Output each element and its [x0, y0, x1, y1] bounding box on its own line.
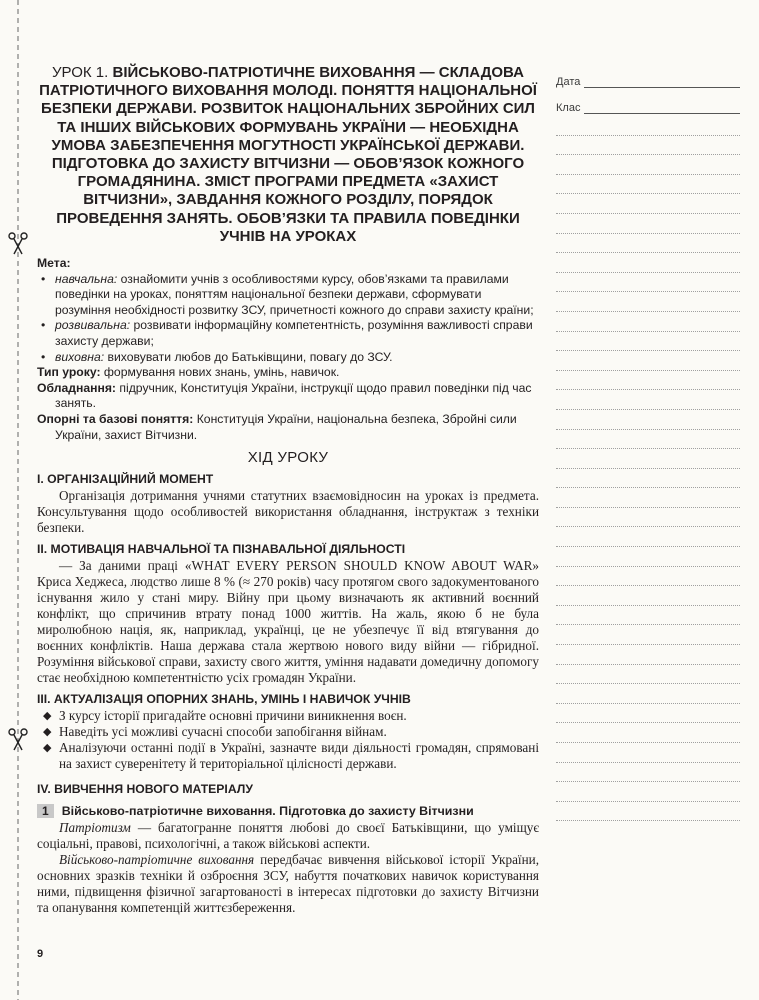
note-line — [556, 782, 740, 802]
class-label: Клас — [556, 102, 581, 114]
note-line — [556, 449, 740, 469]
note-line — [556, 704, 740, 724]
note-line — [556, 625, 740, 645]
note-line — [556, 351, 740, 371]
note-line — [556, 371, 740, 391]
note-line — [556, 723, 740, 743]
note-line — [556, 430, 740, 450]
equipment: Обладнання: підручник, Конституція України, інструкції щодо правил поведінки під час занять. — [37, 380, 532, 411]
section-heading: ІІІ. АКТУАЛІЗАЦІЯ ОПОРНИХ ЗНАНЬ, УМІНЬ І НАВИЧОК УЧНІВ — [37, 692, 411, 707]
lesson-course-heading: ХІД УРОКУ — [247, 449, 329, 467]
note-line — [556, 155, 740, 175]
goal-item: • навчальна: ознайомити учнів з особливостями курсу, обов’язками та правилами поведінки на уроках, поняттям національної безпеки держави, сформувати розуміння необхідності розвитку ЗСУ, причетності кожного до справи захисту країни; — [41, 271, 534, 317]
note-line — [556, 214, 740, 234]
notes-panel — [556, 66, 740, 821]
section-text: Організація дотримання учнями статутних взаємовідносин на уроках із предмета. Консультування щодо особливостей використання обладнання, інструктаж з техніки безпеки. — [37, 488, 539, 536]
note-line — [556, 586, 740, 606]
goal-label: Мета: — [37, 256, 71, 271]
note-line — [556, 547, 740, 567]
note-line — [556, 645, 740, 665]
note-line — [556, 743, 740, 763]
section-text: — За даними праці «WHAT EVERY PERSON SHOULD KNOW ABOUT WAR» Криса Хеджеса, людство лише 8 % (≈ 270 років) часу протягом свого задокументованого існування жило у стані миру. Війну при цьому визначають як активний воєнний конфлікт, що спричинив втрату понад 1000 життів. На жаль, якою б не була миролюбною нація, як, наприклад, українці, це не убезпечує її від втягування до воєнних конфліктів. Наша держава стала жертвою нового виду війни — гібридної. Розуміння військової справи, захисту свого життя, уміння надавати домедичну допомогу стає необхідною компетентністю усіх громадян України. — [37, 558, 539, 686]
key-concepts: Опорні та базові поняття: Конституція України, національна безпека, Збройні сили України, захист Вітчизни. — [37, 411, 517, 442]
section-heading: І. ОРГАНІЗАЦІЙНИЙ МОМЕНТ — [37, 472, 214, 487]
note-line — [556, 527, 740, 547]
note-line — [556, 292, 740, 312]
class-field[interactable] — [556, 92, 740, 114]
note-line — [556, 136, 740, 156]
note-line — [556, 234, 740, 254]
definition-paragraph: Військово-патріотичне виховання передбачає вивчення військової історії України, основних зразків техніки й озброєння ЗСУ, набуття початкових навичок користування ними, підвищення фізичної загартованості в інтересах підготовки до захисту Вітчизни та опанування компетенцій життєзбереження. — [37, 852, 539, 916]
note-line — [556, 802, 740, 822]
goal-item: • розвивальна: розвивати інформаційну компетентність, розуміння важливості справи захисту держави; — [41, 318, 533, 348]
note-line — [556, 332, 740, 352]
date-field[interactable] — [556, 66, 740, 88]
section-heading: ІV. ВИВЧЕННЯ НОВОГО МАТЕРІАЛУ — [37, 782, 253, 797]
question-item: ◆ Наведіть усі можливі сучасні способи запобігання війнам. — [43, 724, 387, 740]
question-item: ◆ З курсу історії пригадайте основні причини виникнення воєн. — [43, 708, 407, 724]
subsection-title: Військово-патріотичне виховання. Підготовка до захисту Вітчизни — [61, 804, 474, 819]
note-line — [556, 763, 740, 783]
page-number: 9 — [37, 948, 44, 960]
note-line — [556, 567, 740, 587]
lesson-title — [37, 64, 539, 246]
note-line — [556, 116, 740, 136]
section-heading: ІІ. МОТИВАЦІЯ НАВЧАЛЬНОЇ ТА ПІЗНАВАЛЬНОЇ ДІЯЛЬНОСТІ — [37, 542, 406, 557]
goal-item: • виховна: виховувати любов до Батьківщини, повагу до ЗСУ. — [41, 349, 393, 364]
note-line — [556, 606, 740, 626]
note-line — [556, 194, 740, 214]
date-label: Дата — [556, 76, 581, 88]
lesson-title-text: ВІЙСЬКОВО-ПАТРІОТИЧНЕ ВИХОВАННЯ — СКЛАДОВА ПАТРІОТИЧНОГО ВИХОВАННЯ МОЛОДІ. ПОНЯТТЯ НАЦІОНАЛЬНОЇ БЕЗПЕКИ ДЕРЖАВИ. РОЗВИТОК НАЦІОНАЛЬНИХ ЗБРОЙНИХ СИЛ ТА ІНШИХ ВІЙСЬКОВИХ ФОРМУВАНЬ УКРАЇНИ — НЕОБХІДНА УМОВА ЗАБЕЗПЕЧЕННЯ МОГУТНОСТІ УКРАЇНСЬКОЇ ДЕРЖАВИ. ПІДГОТОВКА ДО ЗАХИСТУ ВІТЧИЗНИ — ОБОВ’ЯЗОК КОЖНОГО ГРОМАДЯНИНА. ЗМІСТ ПРОГРАМИ ПРЕДМЕТА «ЗАХИСТ ВІТЧИЗНИ», ЗАВДАННЯ КОЖНОГО РОЗДІЛУ, ПОРЯДОК ПРОВЕДЕННЯ ЗАНЯТЬ. ОБОВ’ЯЗКИ ТА ПРАВИЛА ПОВЕДІНКИ УЧНІВ НА УРОКАХ — [39, 64, 537, 245]
cut-line — [0, 0, 40, 1000]
subsection-heading — [37, 804, 539, 818]
note-line — [556, 175, 740, 195]
question-item: ◆ Аналізуючи останні події в Україні, зазначте види діяльності громадян, спрямовані на захист суверенітету й територіальної цілісності держави. — [43, 740, 539, 772]
note-lines — [556, 116, 740, 821]
note-line — [556, 488, 740, 508]
goal-list — [37, 272, 539, 366]
note-line — [556, 253, 740, 273]
definition-paragraph: Патріотизм — багатогранне поняття любові до своєї Батьківщини, що уміщує соціальні, правові, психологічні, а також військові аспекти. — [37, 820, 539, 852]
note-line — [556, 410, 740, 430]
question-list — [37, 708, 539, 772]
note-line — [556, 312, 740, 332]
note-line — [556, 469, 740, 489]
diamond-bullet-icon: ◆ — [43, 710, 52, 723]
lesson-type: Тип уроку: формування нових знань, умінь, навичок. — [37, 365, 340, 380]
note-line — [556, 390, 740, 410]
note-line — [556, 684, 740, 704]
subsection-number: 1 — [37, 804, 54, 818]
lesson-content — [37, 64, 539, 916]
diamond-bullet-icon: ◆ — [43, 742, 52, 755]
note-line — [556, 273, 740, 293]
note-line — [556, 665, 740, 685]
note-line — [556, 508, 740, 528]
diamond-bullet-icon: ◆ — [43, 726, 52, 739]
lesson-number: УРОК 1. — [52, 64, 109, 81]
lesson-meta — [37, 256, 539, 443]
